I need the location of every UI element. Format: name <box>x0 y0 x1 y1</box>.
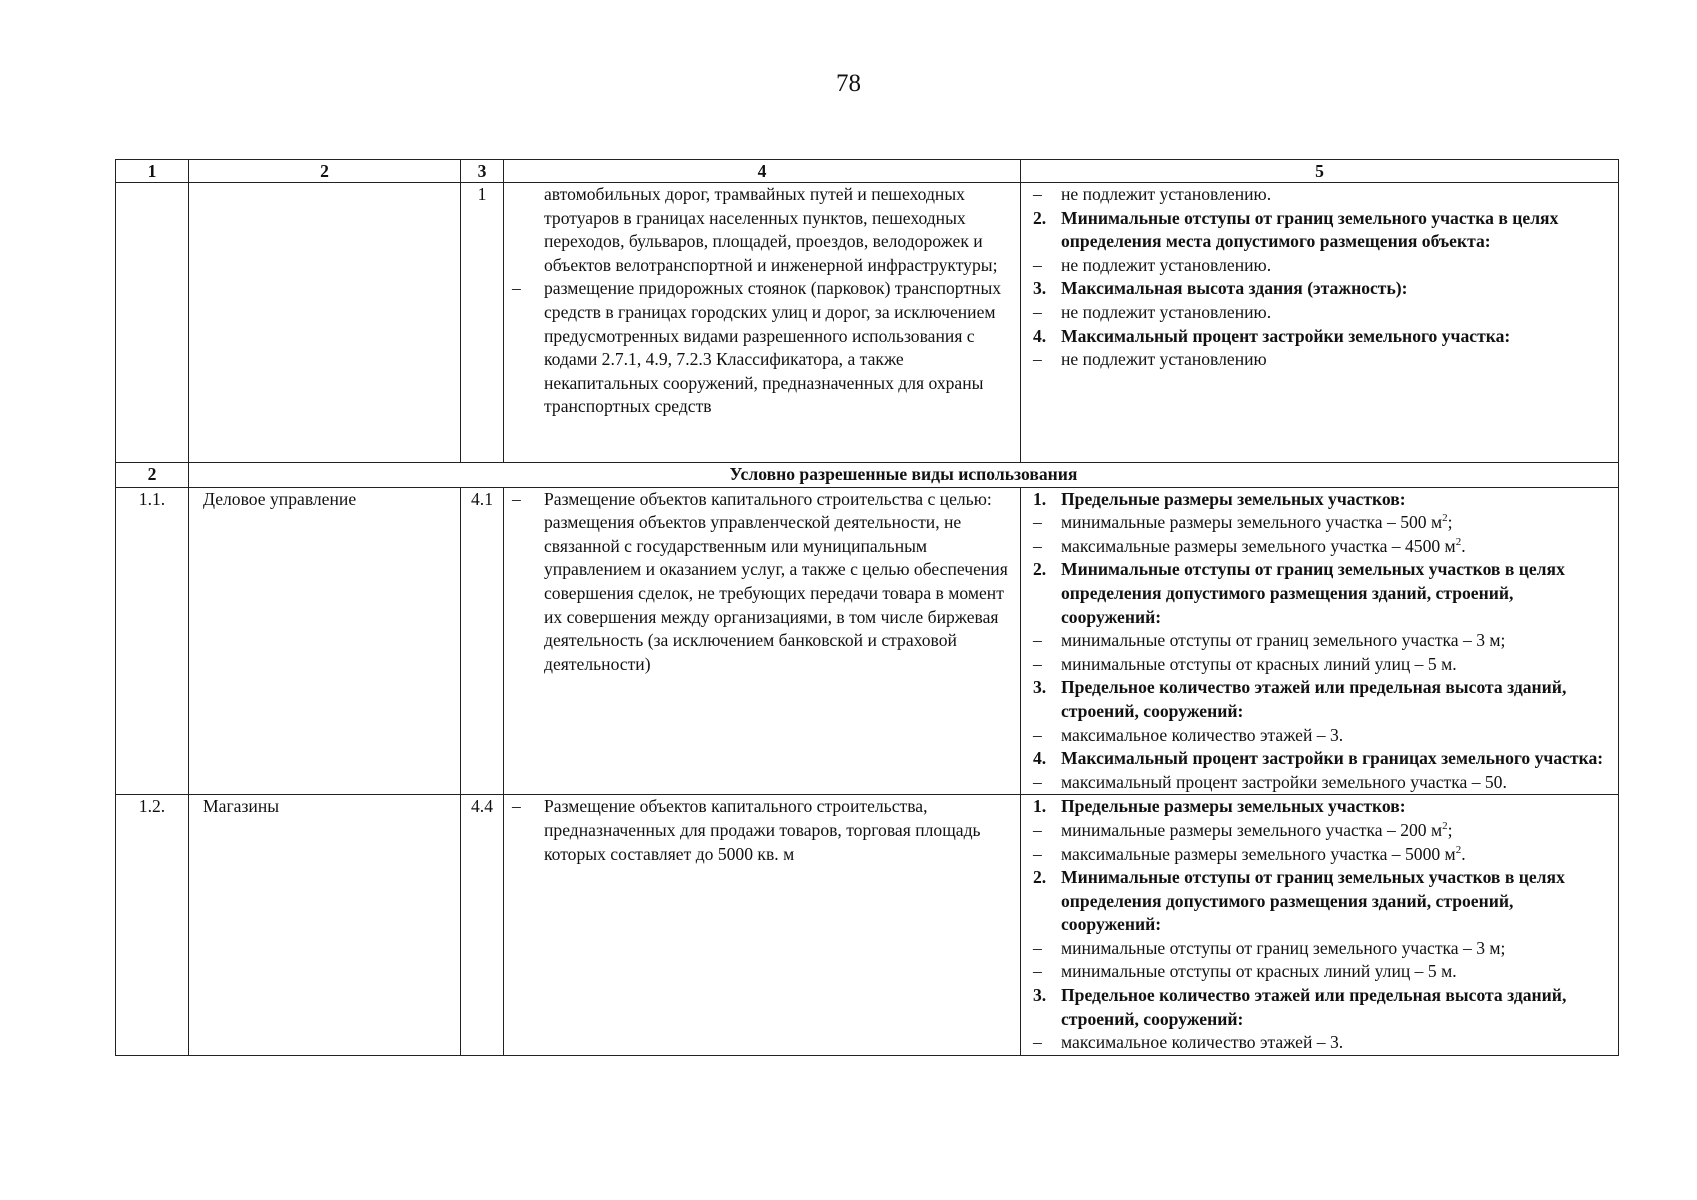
use-code: 4.4 <box>461 795 504 1056</box>
param-line: – минимальные размеры земельного участка – 200 $м^2$; <box>1033 819 1453 840</box>
column-header: 2 <box>189 160 461 183</box>
param-line: – минимальные отступы от границ земельного участка – 3 м; <box>1033 937 1506 958</box>
row-number: 1.2. <box>116 795 189 1056</box>
zoning-table <box>115 159 1619 1056</box>
use-parameters <box>1021 487 1619 795</box>
list-item: – Размещение объектов капитального строительства, предназначенных для продажи товаров, торговая площадь которых составляет до 5000 кв. м <box>512 796 981 864</box>
row-number <box>116 183 189 463</box>
section-row <box>116 463 1619 488</box>
use-name: Магазины <box>189 795 461 1056</box>
table-row <box>116 487 1619 795</box>
row-number: 1.1. <box>116 487 189 795</box>
param-heading: 2. Минимальные отступы от границ земельного участка в целях определения места допустимого размещения объекта: <box>1033 207 1559 252</box>
section-number: 2 <box>116 463 189 488</box>
param-line: – максимальное количество этажей – 3. <box>1033 1032 1344 1053</box>
param-heading: 3. Предельное количество этажей или предельная высота зданий, строений, сооружений: <box>1033 677 1567 721</box>
param-heading: 1. Предельные размеры земельных участков: <box>1033 796 1406 817</box>
section-title: Условно разрешенные виды использования <box>189 463 1619 488</box>
param-line: – максимальные размеры земельного участка – 4500 $м^2$. <box>1033 535 1466 556</box>
list-item: автомобильных дорог, трамвайных путей и пешеходных тротуаров в границах населенных пунктов, пешеходных переходов, бульваров, площадей, проездов, велодорожек и объектов велотранспортной и инженерной инфраструктуры; <box>544 184 998 275</box>
param-line: – минимальные размеры земельного участка – 500 $м^2$; <box>1033 512 1453 533</box>
param-heading: 2. Минимальные отступы от границ земельных участков в целях определения допустимого размещения зданий, строений, сооружений: <box>1033 559 1565 627</box>
column-header: 1 <box>116 160 189 183</box>
param-line: – минимальные отступы от красных линий улиц – 5 м. <box>1033 961 1457 982</box>
use-name: Деловое управление <box>189 487 461 795</box>
table-header-row <box>116 160 1619 183</box>
param-heading: 4. Максимальный процент застройки в границах земельного участка: <box>1033 748 1604 769</box>
use-description <box>504 183 1021 463</box>
param-line: – максимальные размеры земельного участка – 5000 $м^2$. <box>1033 843 1466 864</box>
param-line: – максимальное количество этажей – 3. <box>1033 724 1344 745</box>
page-number: 78 <box>836 70 861 97</box>
param-heading: 1. Предельные размеры земельных участков: <box>1033 488 1406 509</box>
use-code: 4.1 <box>461 487 504 795</box>
param-line: – максимальный процент застройки земельного участка – 50. <box>1033 771 1507 792</box>
list-item: – размещение придорожных стоянок (парковок) транспортных средств в границах городских улиц и дорог, за исключением предусмотренных видами разрешенного использования с кодами 2.7.1, 4.9, 7.2.3 Классификатора, а также некапитальных сооружений, предназначенных для охраны транспортных средств <box>512 278 1002 417</box>
param-heading: 2. Минимальные отступы от границ земельных участков в целях определения допустимого размещения зданий, строений, сооружений: <box>1033 867 1565 935</box>
param-heading: 3. Предельное количество этажей или предельная высота зданий, строений, сооружений: <box>1033 985 1567 1029</box>
param-heading: 4. Максимальный процент застройки земельного участка: <box>1033 325 1511 346</box>
column-header: 5 <box>1021 160 1619 183</box>
table-row-continued <box>116 183 1619 463</box>
use-description <box>504 795 1021 1056</box>
use-parameters <box>1021 183 1619 463</box>
param-line: – не подлежит установлению <box>1033 349 1267 370</box>
param-heading: 3. Максимальная высота здания (этажность): <box>1033 278 1408 299</box>
column-header: 3 <box>461 160 504 183</box>
use-code: 1 <box>461 183 504 463</box>
table-row <box>116 795 1619 1056</box>
param-line: – не подлежит установлению. <box>1033 254 1272 275</box>
use-description <box>504 487 1021 795</box>
param-line: – минимальные отступы от границ земельного участка – 3 м; <box>1033 630 1506 651</box>
param-line: – минимальные отступы от красных линий улиц – 5 м. <box>1033 653 1457 674</box>
param-line: – не подлежит установлению. <box>1033 184 1272 204</box>
list-item: – Размещение объектов капитального строительства с целью: размещения объектов управленческой деятельности, не связанной с государственным или муниципальным управлением и оказанием услуг, а также с целью обеспечения совершения сделок, не требующих передачи товара в момент их совершения между организациями, в том числе биржевая деятельность (за исключением банковской и страховой деятельности) <box>512 488 1008 674</box>
use-name <box>189 183 461 463</box>
param-line: – не подлежит установлению. <box>1033 301 1272 322</box>
use-parameters <box>1021 795 1619 1056</box>
column-header: 4 <box>504 160 1021 183</box>
